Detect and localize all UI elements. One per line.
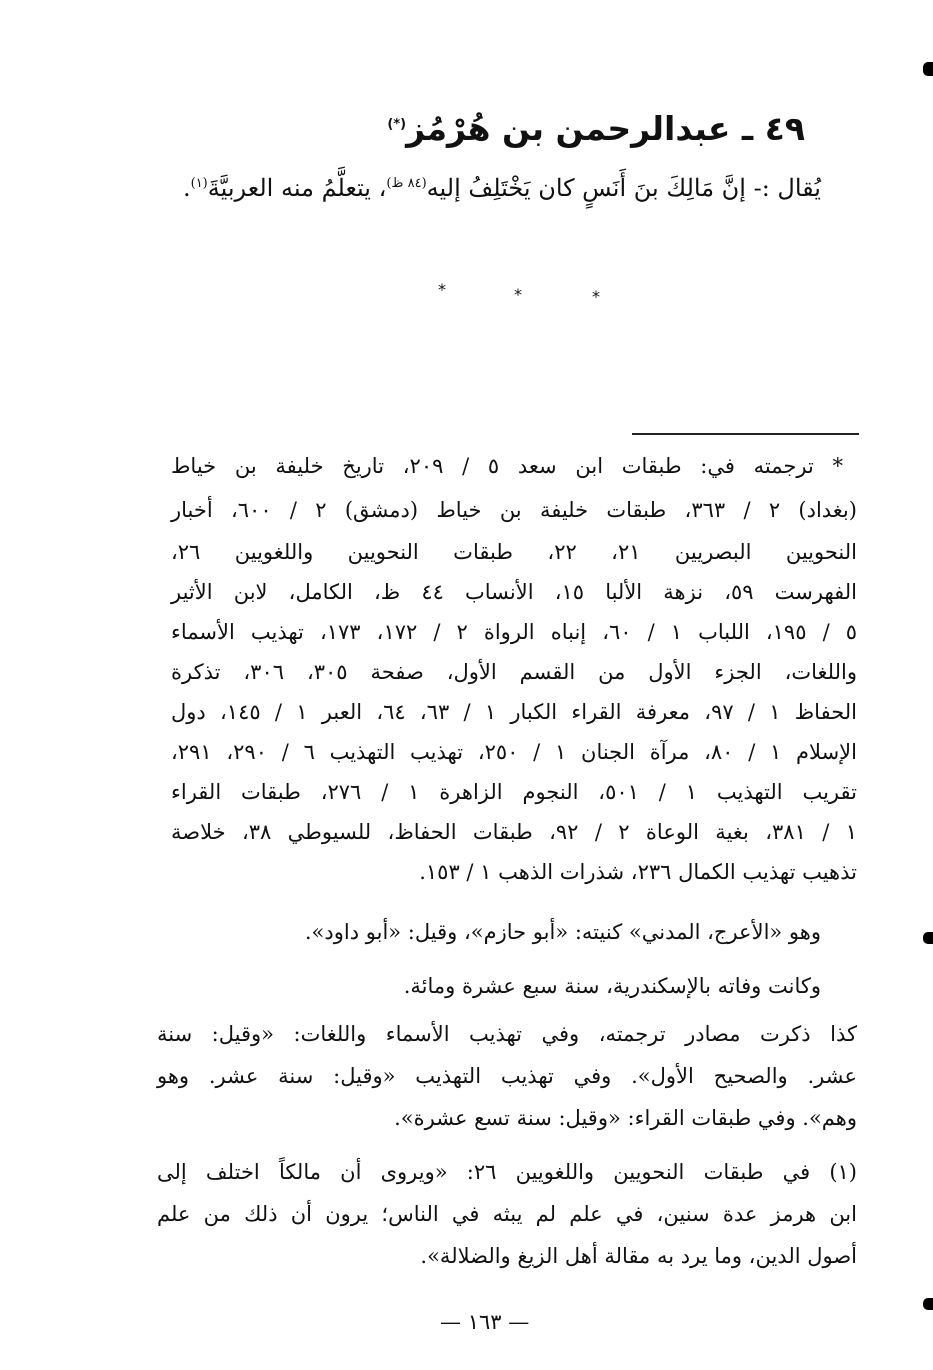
- footnote-line: أصول الدين، وما يرد به مقالة أهل الزيغ والضلالة».: [420, 1244, 857, 1268]
- footnote-line: تذهيب تهذيب الكمال ٢٣٦، شذرات الذهب ١ / ١٥٣.: [419, 860, 857, 884]
- footnote-line: (بغداد) ٢ / ٣٦٣، طبقات خليفة بن خياط (دمشق) ٢ / ٦٠٠، أخبار: [171, 498, 857, 522]
- entry-heading: [387, 109, 805, 148]
- footnote-line: الفهرست ٥٩، نزهة الألبا ١٥، الأنساب ٤٤ ظ، الكامل، لابن الأثير: [171, 580, 858, 604]
- page-number: — ١٦٣ —: [440, 1310, 530, 1334]
- footnote-line: ابن هرمز عدة سنين، في علم لم يبثه في الناس؛ يرون أن ذلك من علم: [157, 1202, 857, 1226]
- footnote-line: الحفاظ ١ / ٩٧، معرفة القراء الكبار ١ / ٦٣، ٦٤، العبر ١ / ١٤٥، دول: [171, 700, 857, 724]
- footnote-line: * ترجمته في: طبقات ابن سعد ٥ / ٢٠٩، تاريخ خليفة بن خياط: [171, 454, 843, 478]
- footnote-line: ٥ / ١٩٥، اللباب ١ / ٦٠، إنباه الرواة ٢ / ١٧٢، ١٧٣، تهذيب الأسماء: [171, 620, 857, 644]
- heading-footnote-ref: (*): [387, 117, 407, 132]
- footnote-death: وكانت وفاته بالإسكندرية، سنة سبع عشرة ومائة.: [403, 974, 821, 998]
- footnote-line: الإسلام ١ / ٨٠، مرآة الجنان ١ / ٢٥٠، تهذيب التهذيب ٦ / ٢٩٠، ٢٩١،: [171, 740, 857, 764]
- footnote-line: عشر. والصحيح الأول». وفي تهذيب التهذيب «وقيل: سنة عشر. وهو: [157, 1064, 857, 1088]
- entry-text-end: .: [182, 174, 191, 202]
- footnote-line: واللغات، الجزء الأول من القسم الأول، صفحة ٣٠٥، ٣٠٦، تذكرة: [171, 660, 857, 684]
- footnote-line: النحويين البصريين ٢١، ٢٢، طبقات النحويين واللغويين ٢٦،: [171, 540, 858, 564]
- footnote-separator-rule: [632, 433, 859, 435]
- footnote-line: (١) في طبقات النحويين واللغويين ٢٦: «ويروى أن مالكاً اختلف إلى: [157, 1160, 857, 1184]
- separator-star: *: [514, 285, 522, 304]
- separator-star: *: [438, 280, 446, 299]
- entry-body: [183, 176, 821, 200]
- footnote-line: كذا ذكرت مصادر ترجمته، وفي تهذيب الأسماء واللغات: «وقيل: سنة: [157, 1022, 857, 1046]
- footnote-line: تقريب التهذيب ١ / ٥٠١، النجوم الزاهرة ١ / ٢٧٦، طبقات القراء: [171, 780, 857, 804]
- footnote-line: وهم». وفي طبقات القراء: «وقيل: سنة تسع عشرة».: [394, 1106, 857, 1130]
- entry-text-part1: يُقال :- إنَّ مَالِكَ بنَ أَنَسٍ كان يَخْتَلِفُ إليه: [426, 174, 821, 202]
- entry-text-part2: ، يتعلَّمُ منه العربيَّةَ: [207, 174, 387, 202]
- separator-star: *: [592, 287, 600, 306]
- margin-mark-middle: [923, 932, 933, 944]
- footnote-ref-1: (١): [190, 176, 208, 191]
- footnote-line: ١ / ٣٨١، بغية الوعاة ٢ / ٩٢، طبقات الحفاظ، للسيوطي ٣٨، خلاصة: [171, 820, 857, 844]
- manuscript-folio-ref: (٨٤ ظ): [386, 176, 427, 191]
- footnote-kunya: وهو «الأعرج، المدني» كنيته: «أبو حازم»، وقيل: «أبو داود».: [304, 920, 821, 944]
- margin-mark-bottom: [923, 1298, 933, 1310]
- entry-heading-text: ٤٩ ـ عبدالرحمن بن هُرْمُز: [406, 109, 805, 148]
- margin-mark-top: [923, 62, 933, 76]
